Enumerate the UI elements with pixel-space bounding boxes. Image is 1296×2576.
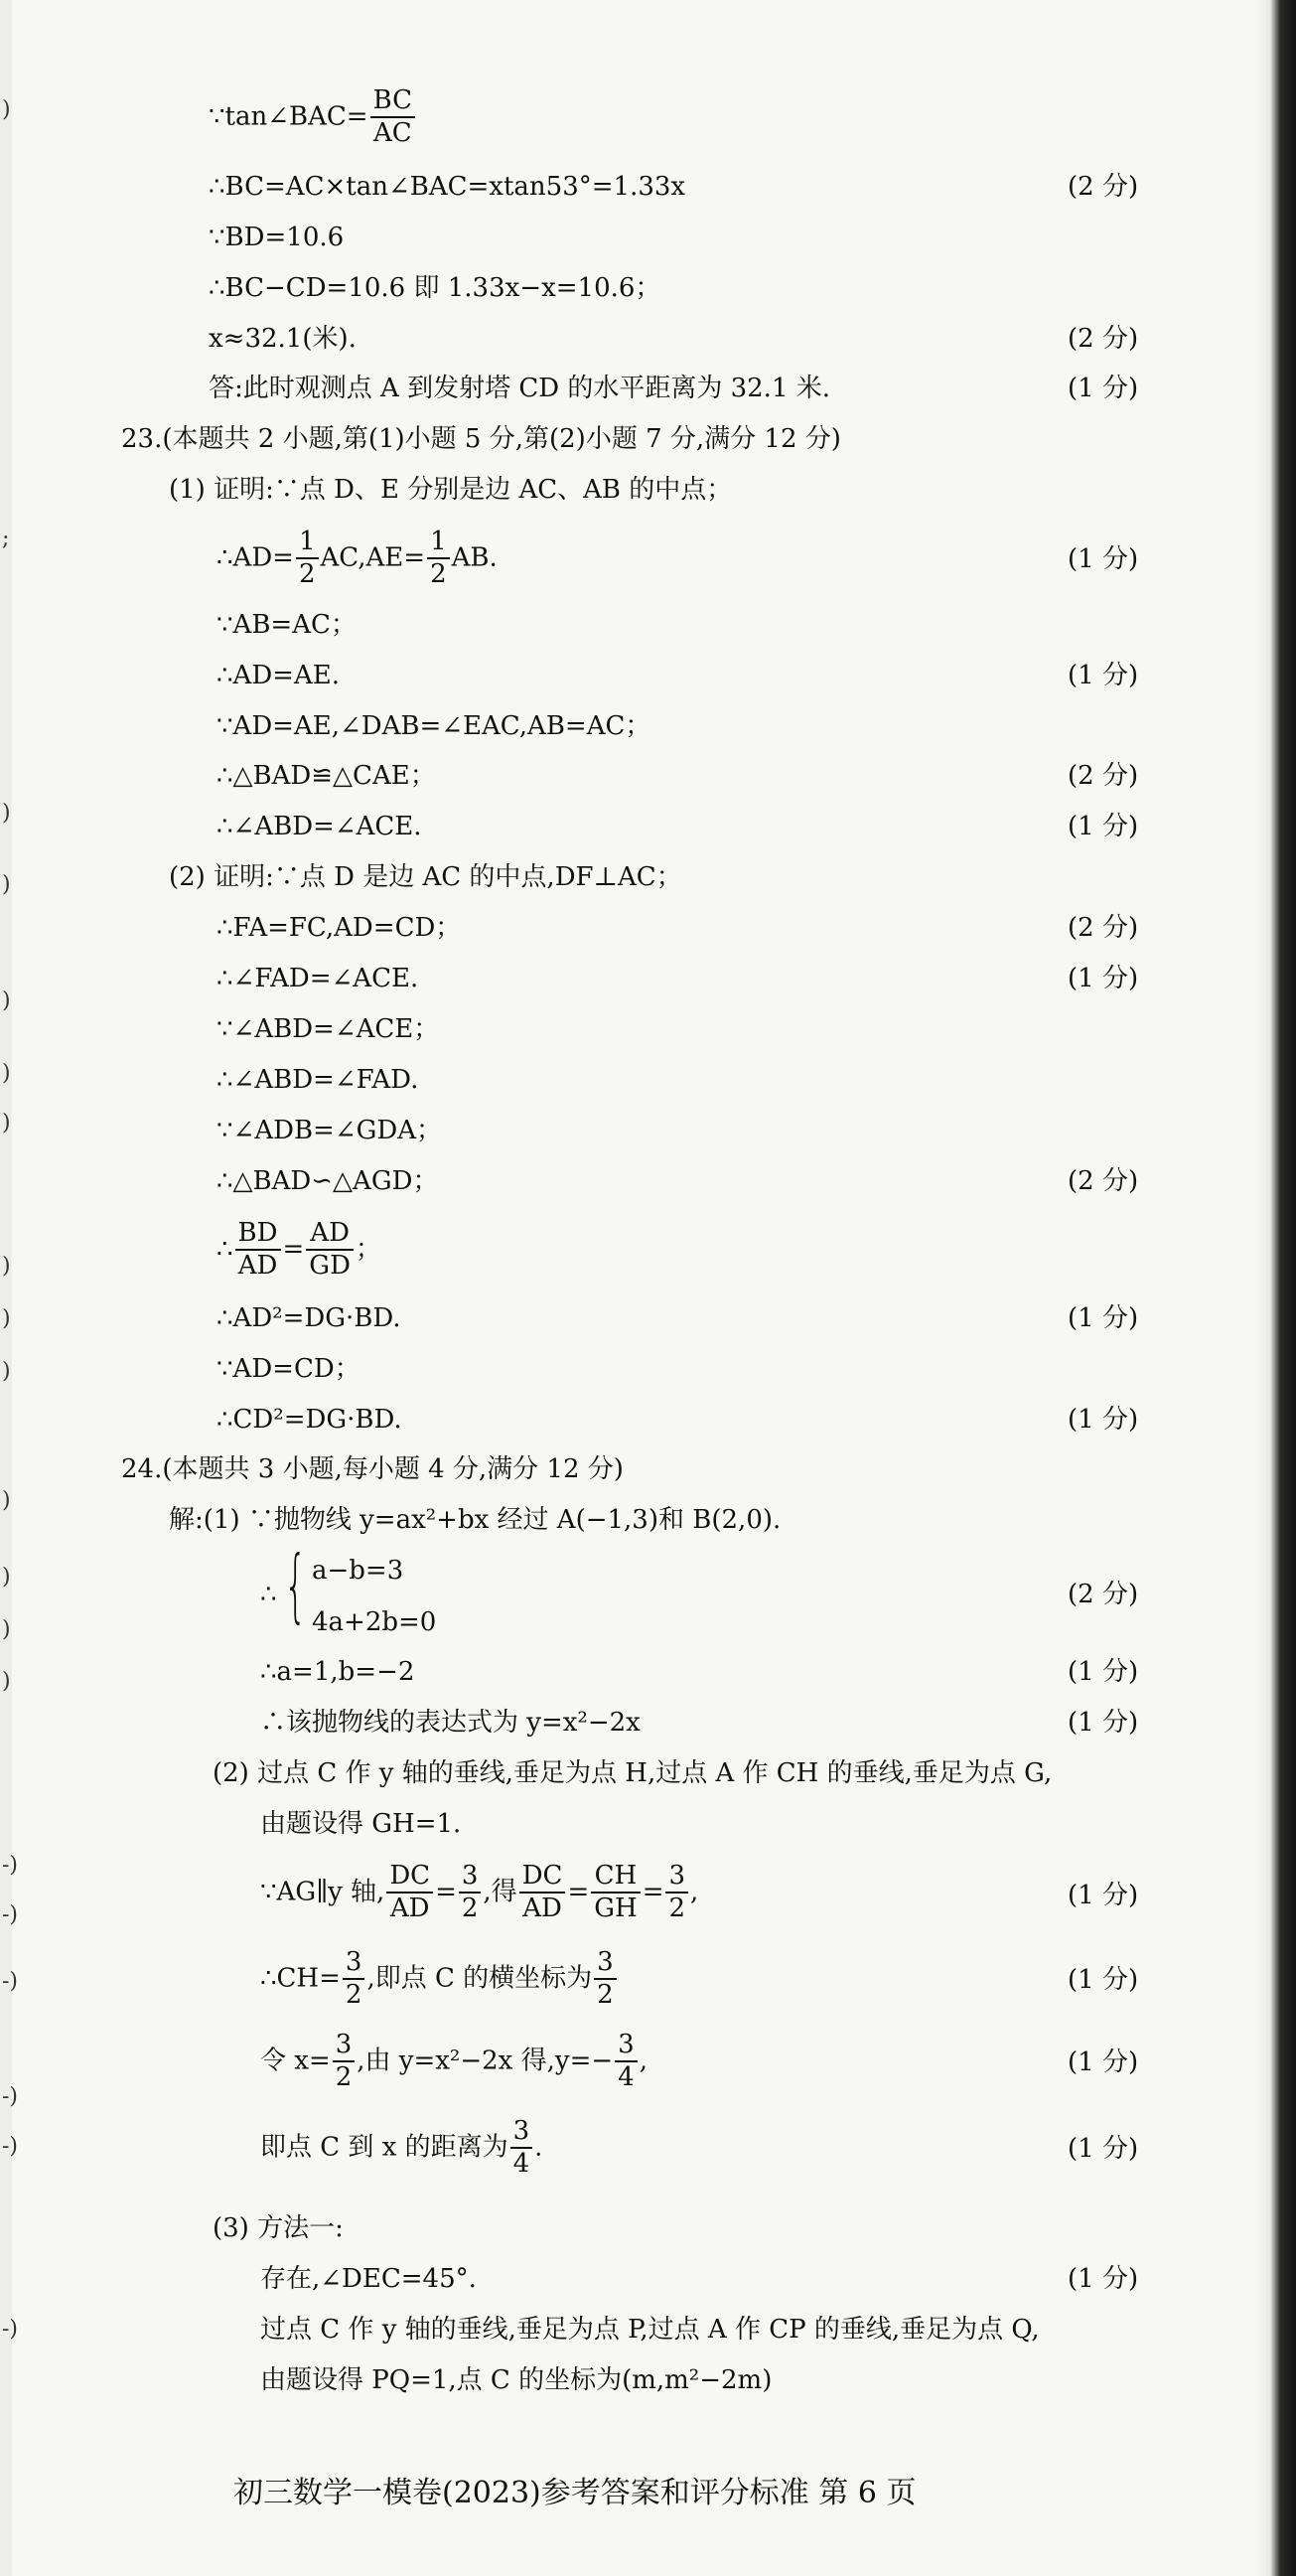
fraction <box>591 1863 640 1923</box>
score-mark: (1 分) <box>1068 1881 1139 1910</box>
fraction-denominator: 2 <box>298 559 316 590</box>
equation-text: = <box>282 1234 305 1265</box>
fraction-denominator: 2 <box>668 1894 686 1924</box>
equation-line: ∴FA=FC,AD=CD； <box>216 913 462 943</box>
fraction <box>386 1863 433 1923</box>
fraction-denominator: 4 <box>618 2062 635 2093</box>
solution-line: (2) 过点 C 作 y 轴的垂线,垂足为点 H,过点 A 作 CH 的垂线,垂足为点 G, <box>213 1758 1053 1788</box>
system-equation-bottom: 4a+2b=0 <box>312 1607 437 1637</box>
question-heading: 23.(本题共 2 小题,第(1)小题 5 分,第(2)小题 7 分,满分 12 分) <box>121 424 841 454</box>
fraction-denominator: AC <box>373 118 412 149</box>
score-mark: (1 分) <box>1068 2047 1139 2077</box>
equation-line: ∵∠ADB=∠GDA； <box>216 1116 443 1145</box>
score-mark: (1 分) <box>1068 2264 1139 2294</box>
score-mark: (1 分) <box>1068 1708 1139 1738</box>
equation-line: ∵AB=AC； <box>216 610 357 640</box>
equation-line <box>216 529 498 589</box>
margin-mark: -) <box>2 1969 19 1994</box>
proof-line: (1) 证明:∵点 D、E 分别是边 AC、AB 的中点； <box>169 475 733 505</box>
score-mark: (1 分) <box>1068 964 1139 993</box>
equation-text: = <box>567 1877 590 1907</box>
equation-line: ∴△BAD∽△AGD； <box>216 1166 439 1196</box>
fraction <box>510 2118 533 2179</box>
equation-line <box>260 2032 648 2092</box>
equation-line: ∴CD²=DG·BD. <box>216 1405 402 1435</box>
fraction-numerator: DC <box>519 1863 566 1894</box>
fraction-numerator: CH <box>591 1863 640 1894</box>
fraction-numerator: 3 <box>594 1949 617 1980</box>
score-mark: (1 分) <box>1068 812 1139 841</box>
score-mark: (1 分) <box>1068 2134 1139 2164</box>
equation-text: = <box>435 1877 457 1907</box>
margin-mark: ) <box>2 1565 11 1590</box>
score-mark: (1 分) <box>1068 1405 1139 1435</box>
fraction-denominator: 2 <box>345 1980 362 2011</box>
fraction-denominator: AD <box>522 1894 562 1924</box>
solution-line: 由题设得 GH=1. <box>260 1809 462 1839</box>
left-page-edge <box>0 0 12 2576</box>
margin-mark: ) <box>2 1254 11 1279</box>
equation-line <box>209 87 417 148</box>
system-brace: { <box>284 1539 307 1631</box>
equation-line: x≈32.1(米). <box>209 324 357 354</box>
fraction-denominator: 2 <box>597 1980 614 2011</box>
margin-mark: ) <box>2 97 11 122</box>
fraction <box>519 1863 566 1923</box>
fraction <box>665 1863 688 1923</box>
fraction <box>306 1220 354 1281</box>
equation-text: ∴CH= <box>260 1963 341 1994</box>
fraction-numerator: 3 <box>459 1863 482 1894</box>
equation-text: ∴AD= <box>216 542 294 573</box>
margin-mark: ; <box>2 527 10 551</box>
fraction-numerator: 3 <box>333 2032 356 2062</box>
score-mark: (1 分) <box>1068 1657 1139 1687</box>
fraction-numerator: DC <box>386 1863 433 1894</box>
fraction <box>370 87 415 148</box>
margin-mark: ) <box>2 1488 11 1513</box>
fraction <box>296 529 319 589</box>
score-mark: (2 分) <box>1068 172 1139 202</box>
right-page-edge <box>1256 0 1296 2576</box>
equation-text: = <box>642 1877 664 1907</box>
margin-mark: ) <box>2 988 11 1013</box>
fraction <box>343 1949 365 2010</box>
fraction <box>333 2032 356 2092</box>
score-mark: (2 分) <box>1068 1166 1139 1196</box>
equation-line: ∵AD=CD； <box>216 1354 360 1384</box>
equation-text: ∵tan∠BAC= <box>209 101 368 132</box>
fraction-numerator: 1 <box>296 529 319 559</box>
margin-mark: ) <box>2 801 11 826</box>
fraction-numerator: BD <box>235 1220 281 1251</box>
equation-text: . <box>534 2132 543 2163</box>
equation-line: ∴△BAD≌△CAE； <box>216 761 436 791</box>
equation-line <box>216 1220 381 1281</box>
solution-line: 存在,∠DEC=45°. <box>260 2264 477 2294</box>
fraction-denominator: GH <box>594 1894 638 1924</box>
equation-text: ,即点 C 的横坐标为 <box>366 1963 593 1994</box>
fraction-numerator: AD <box>306 1220 354 1251</box>
solution-line: (3) 方法一: <box>213 2213 344 2243</box>
equation-text: ∴ <box>216 1234 233 1265</box>
equation-line: ∴a=1,b=−2 <box>260 1657 415 1687</box>
equation-line: ∵BD=10.6 <box>209 223 345 252</box>
equation-line <box>260 1863 698 1923</box>
equation-text: ,得 <box>483 1877 517 1907</box>
solution-line: 由题设得 PQ=1,点 C 的坐标为(m,m²−2m) <box>260 2365 773 2395</box>
margin-mark: ) <box>2 1306 11 1331</box>
fraction-numerator: 3 <box>510 2118 533 2149</box>
equation-line <box>260 1949 619 2010</box>
equation-text: AB. <box>451 542 498 573</box>
fraction-denominator: 2 <box>335 2062 353 2093</box>
equation-text: ∵AG∥y 轴, <box>260 1877 385 1907</box>
margin-mark: ) <box>2 872 11 897</box>
margin-mark: ) <box>2 1061 11 1086</box>
equation-line: ∴∠FAD=∠ACE. <box>216 964 419 993</box>
equation-line: ∴BC−CD=10.6 即 1.33x−x=10.6； <box>209 273 661 303</box>
equation-line <box>260 2118 542 2179</box>
margin-mark: -) <box>2 2134 19 2159</box>
margin-mark: -) <box>2 2317 19 2342</box>
margin-mark: ) <box>2 1111 11 1136</box>
equation-line: ∵AD=AE,∠DAB=∠EAC,AB=AC； <box>216 711 651 741</box>
question-heading: 24.(本题共 3 小题,每小题 4 分,满分 12 分) <box>121 1454 624 1484</box>
equation-line: ∴ <box>260 1580 277 1609</box>
equation-line: ∴∠ABD=∠FAD. <box>216 1065 419 1095</box>
equation-text: , <box>639 2046 648 2076</box>
fraction <box>459 1863 482 1923</box>
answer-line: 答:此时观测点 A 到发射塔 CD 的水平距离为 32.1 米. <box>209 374 831 403</box>
score-mark: (1 分) <box>1068 661 1139 690</box>
margin-mark: -) <box>2 1853 19 1878</box>
fraction <box>427 529 450 589</box>
score-mark: (2 分) <box>1068 324 1139 354</box>
fraction-numerator: 1 <box>427 529 450 559</box>
fraction-numerator: 3 <box>665 1863 688 1894</box>
fraction-denominator: AD <box>237 1251 278 1282</box>
score-mark: (2 分) <box>1068 761 1139 791</box>
fraction-denominator: GD <box>309 1251 351 1282</box>
equation-text: ,由 y=x²−2x 得,y=− <box>357 2046 614 2076</box>
margin-mark: ) <box>2 1359 11 1384</box>
equation-text: ； <box>355 1234 381 1265</box>
fraction-numerator: BC <box>370 87 415 118</box>
system-equation-top: a−b=3 <box>312 1556 404 1586</box>
proof-line: (2) 证明:∵点 D 是边 AC 的中点,DF⊥AC； <box>169 862 682 892</box>
equation-line: ∴AD²=DG·BD. <box>216 1303 401 1333</box>
equation-line: ∵∠ABD=∠ACE； <box>216 1014 440 1044</box>
score-mark: (1 分) <box>1068 544 1139 574</box>
equation-text: , <box>690 1877 699 1907</box>
page-footer: 初三数学一模卷(2023)参考答案和评分标准 第 6 页 <box>233 2476 917 2510</box>
fraction <box>235 1220 281 1281</box>
margin-mark: ) <box>2 1617 11 1642</box>
fraction-denominator: 2 <box>461 1894 479 1924</box>
fraction-numerator: 3 <box>343 1949 365 1980</box>
fraction <box>615 2032 638 2092</box>
score-mark: (1 分) <box>1068 374 1139 403</box>
score-mark: (1 分) <box>1068 1303 1139 1333</box>
fraction <box>594 1949 617 2010</box>
solution-line: 过点 C 作 y 轴的垂线,垂足为点 P,过点 A 作 CP 的垂线,垂足为点 Q, <box>260 2315 1040 2345</box>
score-mark: (2 分) <box>1068 1580 1139 1609</box>
equation-text: AC,AE= <box>320 542 426 573</box>
score-mark: (2 分) <box>1068 913 1139 943</box>
equation-text: 令 x= <box>260 2046 331 2076</box>
equation-line: ∴BC=AC×tan∠BAC=xtan53°=1.33x <box>209 172 686 202</box>
solution-line: 解:(1) ∵抛物线 y=ax²+bx 经过 A(−1,3)和 B(2,0). <box>169 1505 782 1535</box>
margin-mark: -) <box>2 1902 19 1927</box>
margin-mark: ) <box>2 1669 11 1694</box>
equation-line: ∴该抛物线的表达式为 y=x²−2x <box>260 1708 641 1738</box>
fraction-denominator: 2 <box>430 559 447 590</box>
equation-text: 即点 C 到 x 的距离为 <box>260 2132 508 2163</box>
equation-line: ∴∠ABD=∠ACE. <box>216 812 422 841</box>
equation-line: ∴AD=AE. <box>216 661 340 690</box>
fraction-denominator: 4 <box>512 2149 530 2180</box>
margin-mark: -) <box>2 2084 19 2109</box>
fraction-numerator: 3 <box>615 2032 638 2062</box>
fraction-denominator: AD <box>389 1894 430 1924</box>
score-mark: (1 分) <box>1068 1965 1139 1995</box>
